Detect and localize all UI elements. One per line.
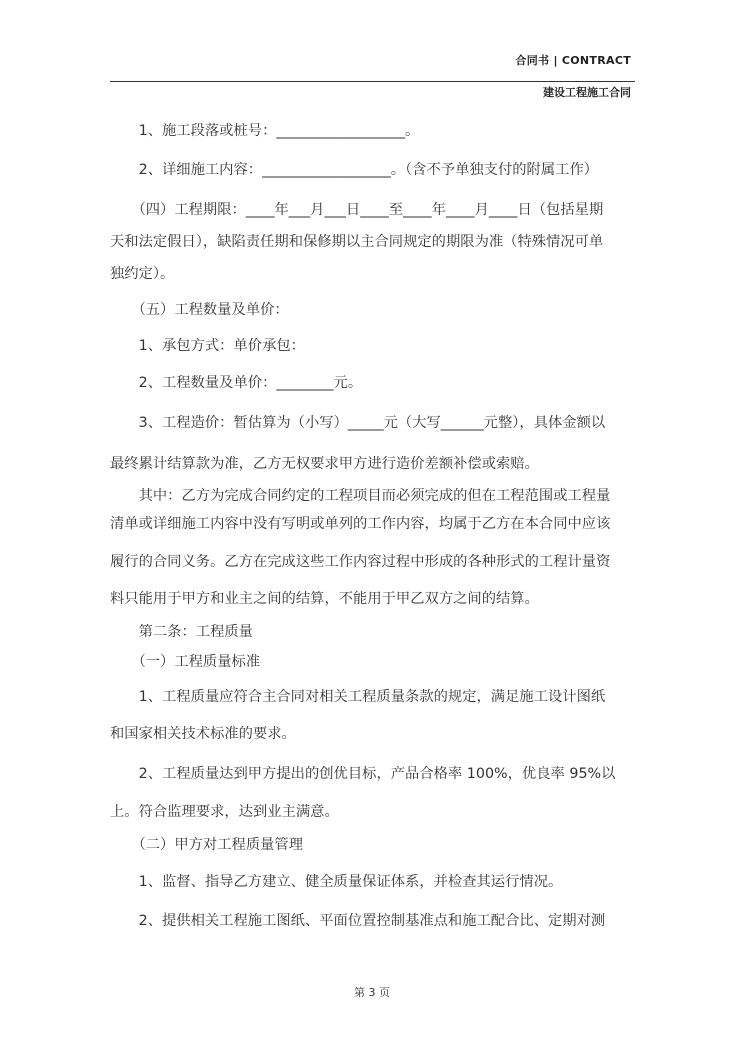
- text-line: 天和法定假日），缺陷责任期和保修期以主合同规定的期限为准（特殊情况可单: [110, 234, 604, 250]
- text-line: 2、详细施工内容：__________________。（含不予单独支付的附属工作）: [110, 162, 599, 178]
- header-subtitle: 建设工程施工合同: [543, 86, 631, 99]
- text-line: 最终累计结算款为准，乙方无权要求甲方进行造价差额补偿或索赔。: [110, 456, 539, 472]
- text-line: 1、工程质量应符合主合同对相关工程质量条款的规定，满足施工设计图纸: [110, 689, 606, 705]
- header-divider: [110, 81, 635, 82]
- text-line: 上。符合监理要求，达到业主满意。: [110, 804, 339, 820]
- text-line: 1、监督、指导乙方建立、健全质量保证体系，并检查其运行情况。: [110, 874, 563, 890]
- text-line: 其中：乙方为完成合同约定的工程项目而必须完成的但在工程范围或工程量: [110, 488, 611, 504]
- subsection-heading: （一）工程质量标准: [110, 654, 261, 670]
- text-line: 3、工程造价：暂估算为（小写）_____元（大写______元整），具体金额以: [110, 415, 606, 431]
- text-line: 履行的合同义务。乙方在完成这些工作内容过程中形成的各种形式的工程计量资: [110, 554, 611, 570]
- text-line: 和国家相关技术标准的要求。: [110, 726, 296, 742]
- text-line: 清单或详细施工内容中没有写明或单列的工作内容，均属于乙方在本合同中应该: [110, 516, 611, 532]
- text-line: 独约定）。: [110, 266, 175, 282]
- section-heading: 第二条：工程质量: [110, 624, 253, 640]
- text-line: 1、施工段落或桩号：__________________。: [110, 123, 420, 139]
- page-number: 第 3 页: [354, 986, 390, 999]
- subsection-heading: （二）甲方对工程质量管理: [110, 837, 304, 853]
- text-line: 2、提供相关工程施工图纸、平面位置控制基准点和施工配合比、定期对测: [110, 913, 606, 929]
- text-line: 2、工程数量及单价：________元。: [110, 375, 363, 391]
- header-title: 合同书 | CONTRACT: [515, 54, 631, 67]
- text-line: 1、承包方式：单价承包：: [110, 338, 305, 354]
- text-line: 2、工程质量达到甲方提出的创优目标，产品合格率 100%，优良率 95%以: [110, 766, 616, 782]
- text-line: （四）工程期限：____年___月___日____至____年____月____日（包括星期: [110, 202, 604, 218]
- text-line: 料只能用于甲方和业主之间的结算，不能用于甲乙双方之间的结算。: [110, 591, 539, 607]
- text-line: （五）工程数量及单价：: [110, 302, 289, 318]
